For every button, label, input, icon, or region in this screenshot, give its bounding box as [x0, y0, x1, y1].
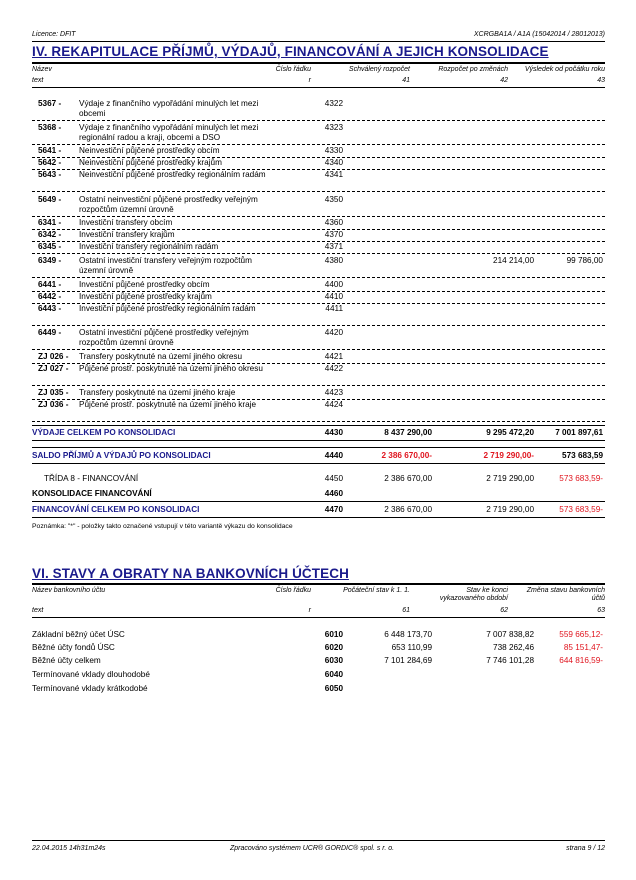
- s6-col-62-header-b: vykazovaného období: [439, 595, 508, 602]
- row-number: 6020: [324, 643, 343, 652]
- value-62: 7 746 101,28: [486, 656, 534, 665]
- row-divider: [32, 253, 605, 254]
- row-divider: [32, 385, 605, 386]
- account-name: Běžné účty fondů ÚSC: [32, 643, 115, 652]
- s6-col-name-header: Název bankovního účtu: [32, 587, 106, 594]
- row-number: 4411: [325, 304, 343, 313]
- row-code: 6441 -: [38, 280, 62, 289]
- value-62: 7 007 838,82: [486, 630, 534, 639]
- saldo-bottom-rule: [32, 463, 605, 464]
- row-code: 5643 -: [38, 170, 62, 179]
- note: Poznámka: "*" - položky takto označené vstupují v této variantě výkazu do konsolidace: [32, 523, 293, 530]
- row-number: 4423: [324, 388, 343, 397]
- row-code: 6449 -: [38, 328, 62, 337]
- trida8-label: TŘÍDA 8 - FINANCOVÁNÍ: [44, 474, 139, 483]
- footer-rule: [32, 840, 605, 841]
- row-number: 4341: [324, 170, 343, 179]
- row-name: Půjčené prostř. poskytnuté na území jiného kraje: [79, 400, 257, 409]
- trida8-41: 2 386 670,00: [384, 474, 432, 483]
- header-rule: [32, 41, 605, 42]
- col-43-sub: 43: [597, 77, 605, 84]
- total-top-rule: [32, 425, 605, 426]
- row-code: 6345 -: [38, 242, 62, 251]
- s6-col-num-sub: r: [308, 607, 311, 614]
- col-name-sub: text: [32, 77, 44, 84]
- row-number: 4323: [324, 123, 343, 132]
- footer-page: strana 9 / 12: [566, 845, 605, 852]
- s6-col-62-header-a: Stav ke konci: [466, 587, 508, 594]
- s6-col-63-header-a: Změna stavu bankovních: [526, 587, 605, 594]
- s6-col-63-header-b: účtů: [591, 595, 605, 602]
- row-number: 4370: [324, 230, 343, 239]
- row-number: 4340: [324, 158, 343, 167]
- saldo-label: SALDO PŘÍJMŮ A VÝDAJŮ PO KONSOLIDACI: [32, 451, 211, 460]
- row-name: Investiční půjčené prostředky regionálním radám: [79, 304, 256, 313]
- col-41-header: Schválený rozpočet: [348, 66, 410, 73]
- account-name: Základní běžný účet ÚSC: [32, 630, 125, 639]
- row-divider: [32, 191, 605, 192]
- row-number: 4420: [324, 328, 343, 337]
- row-number: 4360: [324, 218, 343, 227]
- row-number: 4422: [324, 364, 343, 373]
- trida8-42: 2 719 290,00: [486, 474, 534, 483]
- row-code: 5367 -: [38, 99, 62, 108]
- row-number: 4350: [324, 195, 343, 204]
- saldo-num: 4440: [324, 451, 343, 460]
- row-name: Výdaje z finančního vypořádání minulých let mezi regionální radou a kraji, obcemi a DSO: [79, 123, 259, 142]
- licence-label: Licence: DFIT: [32, 31, 76, 38]
- row-code: ZJ 036 -: [38, 400, 69, 409]
- row-number: 4400: [324, 280, 343, 289]
- col-name-header: Název: [32, 66, 52, 73]
- row-name: Investiční transfery krajům: [79, 230, 175, 239]
- row-name: Transfery poskytnuté na území jiného kraje: [79, 388, 236, 397]
- value-62: 738 262,46: [493, 643, 534, 652]
- row-divider: [32, 216, 605, 217]
- s6-col-61-header: Počáteční stav k 1. 1.: [343, 587, 410, 594]
- value-61: 7 101 284,69: [384, 656, 432, 665]
- s6-col-num-header: Číslo řádku: [275, 587, 311, 594]
- account-name: Běžné účty celkem: [32, 656, 101, 665]
- row-name: Neinvestiční půjčené prostředky regionálním radám: [79, 170, 266, 179]
- report-id: XCRGBA1A / A1A (15042014 / 28012013): [473, 31, 605, 38]
- row-name: Neinvestiční půjčené prostředky obcím: [79, 146, 220, 155]
- row-number: 4380: [324, 256, 343, 265]
- row-divider: [32, 349, 605, 350]
- row-name: Investiční půjčené prostředky krajům: [79, 292, 212, 301]
- row-number: 4322: [324, 99, 343, 108]
- financovani-celkem-42: 2 719 290,00: [486, 505, 534, 514]
- row-code: 5642 -: [38, 158, 62, 167]
- account-name: Termínované vklady dlouhodobé: [32, 670, 150, 679]
- footer-date: 22.04.2015 14h31m24s: [32, 845, 106, 852]
- row-code: ZJ 027 -: [38, 364, 69, 373]
- row-name: Neinvestiční půjčené prostředky krajům: [79, 158, 222, 167]
- row-name: Ostatní investiční půjčené prostředky veřejným rozpočtům územní úrovně: [79, 328, 249, 347]
- row-code: ZJ 026 -: [38, 352, 69, 361]
- s6-col-63-sub: 63: [597, 607, 605, 614]
- col-num-header: Číslo řádku: [275, 66, 311, 73]
- row-code: 6442 -: [38, 292, 62, 301]
- row-name: Ostatní neinvestiční půjčené prostředky veřejným rozpočtům územní úrovně: [79, 195, 258, 214]
- s6-header-bottom-rule: [32, 617, 605, 618]
- vydaje-celkem-41: 8 437 290,00: [384, 428, 432, 437]
- footer-system: Zpracováno systémem UCR® GORDIC® spol. s r. o.: [230, 845, 395, 852]
- row-value-42: 214 214,00: [493, 256, 534, 265]
- row-number: 4410: [324, 292, 343, 301]
- fin-top-rule: [32, 501, 605, 502]
- row-number: 6050: [324, 684, 343, 693]
- total-bottom-rule: [32, 440, 605, 441]
- value-63: 559 665,12-: [559, 630, 603, 639]
- row-code: 5368 -: [38, 123, 62, 132]
- section-4-rule: [32, 62, 605, 64]
- row-name: Půjčené prostř. poskytnuté na území jiného okresu: [79, 364, 263, 373]
- col-num-sub: r: [308, 77, 311, 84]
- row-number: 6040: [324, 670, 343, 679]
- row-name: Investiční transfery obcím: [79, 218, 173, 227]
- vydaje-celkem-label: VÝDAJE CELKEM PO KONSOLIDACI: [32, 428, 176, 437]
- col-42-header: Rozpočet po změnách: [438, 66, 508, 73]
- fin-bottom-rule: [32, 517, 605, 518]
- vydaje-celkem-42: 9 295 472,20: [486, 428, 534, 437]
- vydaje-celkem-43: 7 001 897,61: [555, 428, 603, 437]
- row-name: Investiční půjčené prostředky obcím: [79, 280, 210, 289]
- row-divider: [32, 277, 605, 278]
- col-42-sub: 42: [500, 77, 508, 84]
- financovani-celkem-41: 2 386 670,00: [384, 505, 432, 514]
- section-4-title: IV. REKAPITULACE PŘÍJMŮ, VÝDAJŮ, FINANCOVÁNÍ A JEJICH KONSOLIDACE: [32, 44, 549, 59]
- s6-col-name-sub: text: [32, 607, 44, 614]
- row-code: 5649 -: [38, 195, 62, 204]
- row-code: 6443 -: [38, 304, 62, 313]
- financovani-celkem-num: 4470: [324, 505, 343, 514]
- konsolidace-num: 4460: [324, 489, 343, 498]
- saldo-42: 2 719 290,00-: [483, 451, 534, 460]
- trida8-43: 573 683,59-: [559, 474, 603, 483]
- value-63: 644 816,59-: [559, 656, 603, 665]
- row-divider: [32, 325, 605, 326]
- saldo-top-rule: [32, 447, 605, 448]
- saldo-41: 2 386 670,00-: [381, 451, 432, 460]
- trida8-num: 4450: [324, 474, 343, 483]
- row-divider: [32, 120, 605, 121]
- row-number: 4424: [324, 400, 343, 409]
- row-name: Ostatní investiční transfery veřejným rozpočtům územní úrovně: [79, 256, 252, 275]
- row-name: Investiční transfery regionálním radám: [79, 242, 219, 251]
- row-divider: [32, 421, 605, 422]
- account-name: Termínované vklady krátkodobé: [32, 684, 148, 693]
- row-number: 4421: [324, 352, 343, 361]
- section-6-rule: [32, 583, 605, 585]
- row-name: Transfery poskytnuté na území jiného okresu: [79, 352, 243, 361]
- col-43-header: Výsledek od počátku roku: [524, 66, 605, 73]
- vydaje-celkem-num: 4430: [324, 428, 343, 437]
- row-code: 6349 -: [38, 256, 62, 265]
- s6-col-61-sub: 61: [402, 607, 410, 614]
- row-number: 6010: [324, 630, 343, 639]
- financovani-celkem-43: 573 683,59-: [559, 505, 603, 514]
- row-number: 4371: [324, 242, 343, 251]
- section-6-title: VI. STAVY A OBRATY NA BANKOVNÍCH ÚČTECH: [32, 566, 349, 581]
- row-code: ZJ 035 -: [38, 388, 69, 397]
- financovani-celkem-label: FINANCOVÁNÍ CELKEM PO KONSOLIDACI: [32, 505, 200, 514]
- row-divider: [32, 144, 605, 145]
- konsolidace-label: KONSOLIDACE FINANCOVÁNÍ: [32, 489, 152, 498]
- row-code: 5641 -: [38, 146, 62, 155]
- s6-col-62-sub: 62: [500, 607, 508, 614]
- saldo-43: 573 683,59: [562, 451, 603, 460]
- row-code: 6341 -: [38, 218, 62, 227]
- header-bottom-rule: [32, 87, 605, 88]
- row-value-43: 99 786,00: [566, 256, 603, 265]
- row-name: Výdaje z finančního vypořádání minulých let mezi obcemi: [79, 99, 259, 118]
- value-61: 653 110,99: [391, 643, 432, 652]
- value-63: 85 151,47-: [563, 643, 603, 652]
- value-61: 6 448 173,70: [384, 630, 432, 639]
- col-41-sub: 41: [402, 77, 410, 84]
- row-number: 4330: [324, 146, 343, 155]
- row-number: 6030: [324, 656, 343, 665]
- row-code: 6342 -: [38, 230, 62, 239]
